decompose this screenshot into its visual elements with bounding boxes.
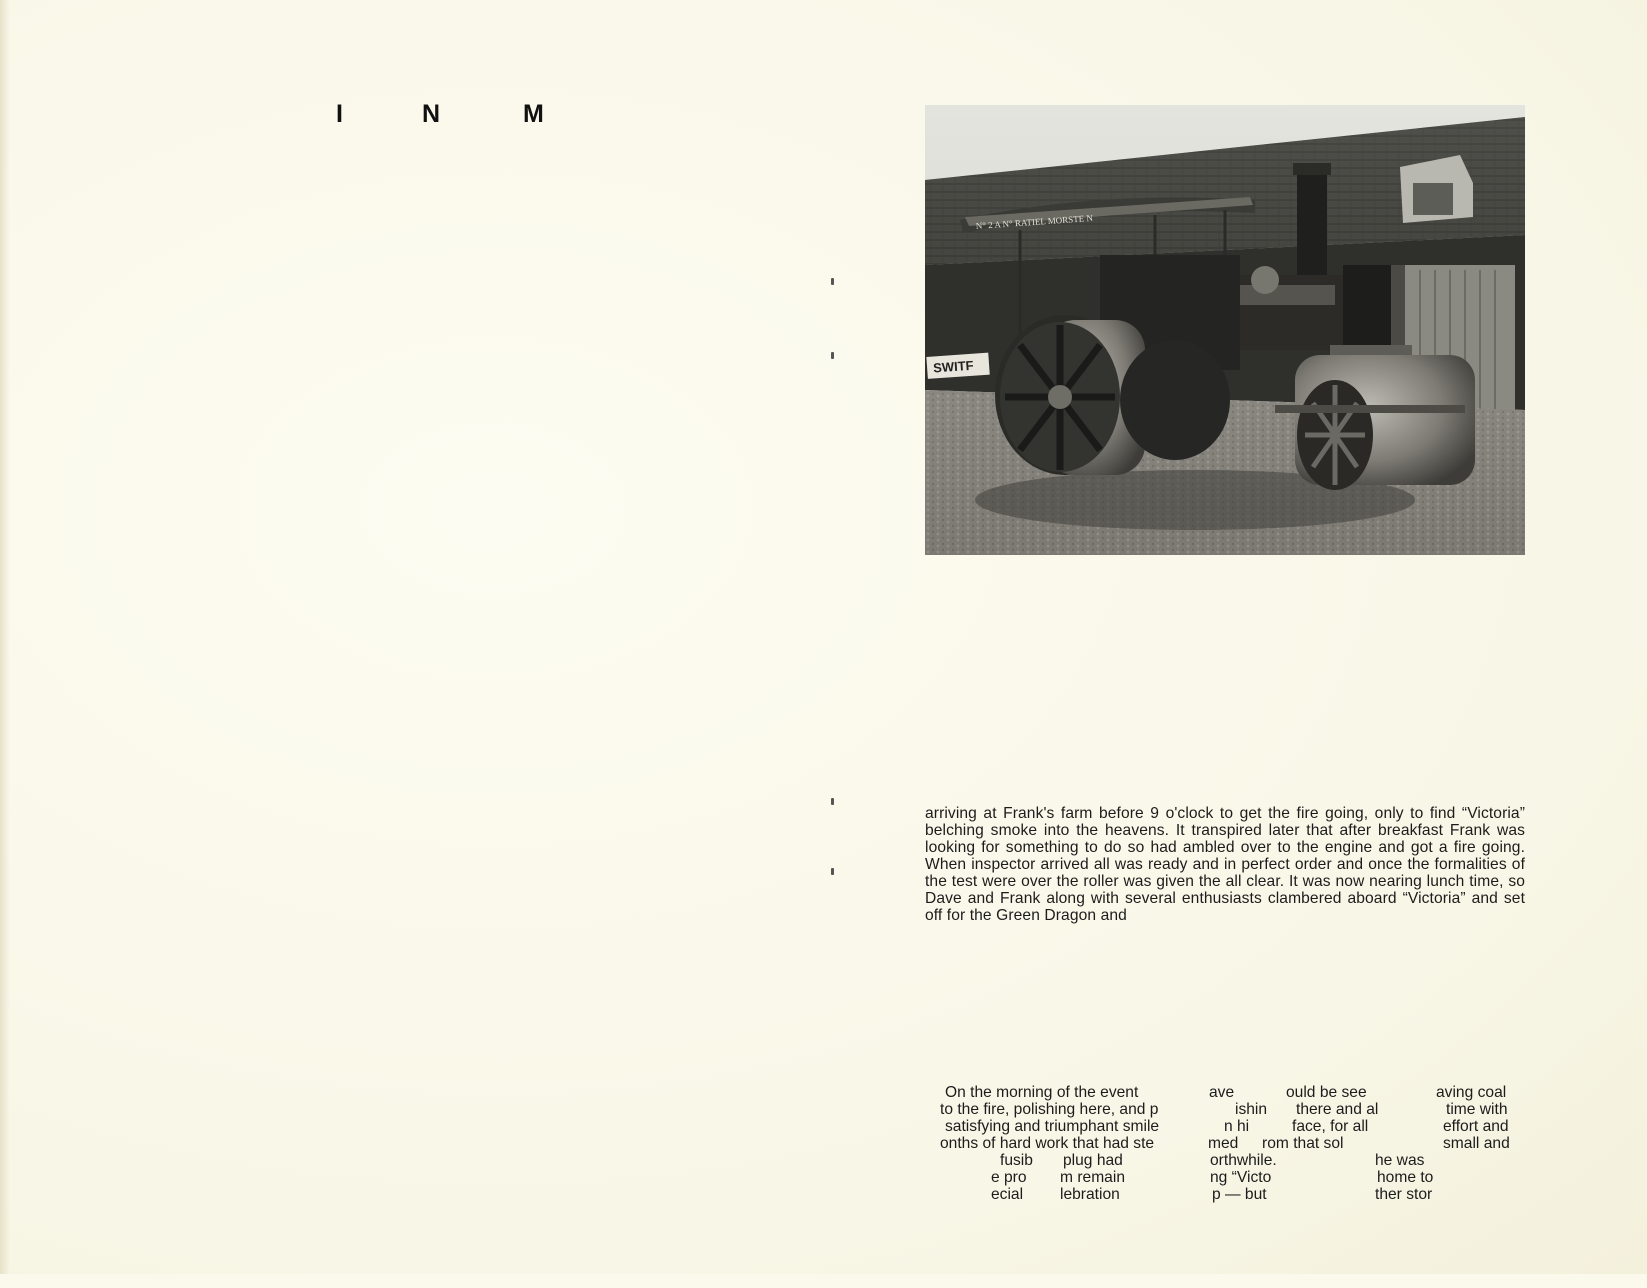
fragment-text: n hi [1224,1118,1250,1135]
fragment-text: med [1208,1135,1239,1152]
steam-roller-image [925,105,1525,555]
fragment-text: p — but [1212,1186,1267,1203]
fragment-text: small and [1443,1135,1510,1152]
fragment-text: home to [1377,1169,1434,1186]
fragment-text: satisfying and triumphant smile [945,1118,1160,1135]
fragment-text: ould be see [1286,1084,1367,1101]
fragment-line [925,1135,1525,1152]
fragment-line [925,1101,1525,1118]
fragment-text: onths of hard work that had ste [940,1135,1155,1152]
heading-letter-m: M [523,100,544,128]
page-heading [336,100,576,136]
fragment-line [925,1118,1525,1135]
fragment-text: ishin [1235,1101,1268,1118]
gutter-mark [831,278,834,285]
heading-letter-n: N [422,100,441,128]
heading-letter-i: I [336,100,343,128]
fragment-text: he was [1375,1152,1425,1169]
page-fold [0,0,10,1274]
fragmented-text-block [925,1084,1525,1204]
fragment-line [925,1152,1525,1169]
steam-roller-photo [925,105,1525,555]
fragment-text: On the morning of the event [945,1084,1139,1101]
fragment-text: ecial [991,1186,1024,1203]
fragment-text: aving coal [1436,1084,1507,1101]
fragment-text: ave [1209,1084,1235,1101]
fragment-text: m remain [1060,1169,1125,1186]
gutter-mark [831,798,834,805]
fragment-text: face, for all [1292,1118,1369,1135]
photo-canopy-text: N° 2 A N° RATIEL MORSTE N [975,212,1094,232]
fragment-text: ther stor [1375,1186,1433,1203]
fragment-text: fusib [1000,1152,1033,1169]
fragment-text: rom that sol [1262,1135,1344,1152]
article-paragraph: arriving at Frank's farm before 9 o'clock to get the fire going, only to find “Victoria” belching smoke into the heavens. It transpired later that after breakfast Frank was looking for something to do so had ambled over to the engine and got a fire going. When inspector arrived all was ready and in perfect order and once the formalities of the test were over the roller was given the all clear. It was now nearing lunch time, so Dave and Frank along with several enthusiasts clambered aboard “Victoria” and set off for the Green Dragon and [925,805,1525,924]
fragment-line [925,1186,1525,1203]
fragment-text: plug had [1063,1152,1123,1169]
gutter-mark [831,352,834,359]
fragment-text: time with [1446,1101,1508,1118]
gutter-mark [831,868,834,875]
fragment-text: ng “Victo [1210,1169,1272,1186]
fragment-line [925,1084,1525,1101]
fragment-line [925,1169,1525,1186]
photo-sign-text: SWITF [932,357,975,376]
fragment-text: orthwhile. [1210,1152,1277,1169]
fragment-text: e pro [991,1169,1027,1186]
fragment-text: to the fire, polishing here, and p [940,1101,1159,1118]
fragment-text: lebration [1060,1186,1120,1203]
fragment-text: effort and [1443,1118,1509,1135]
fragment-text: there and al [1296,1101,1379,1118]
